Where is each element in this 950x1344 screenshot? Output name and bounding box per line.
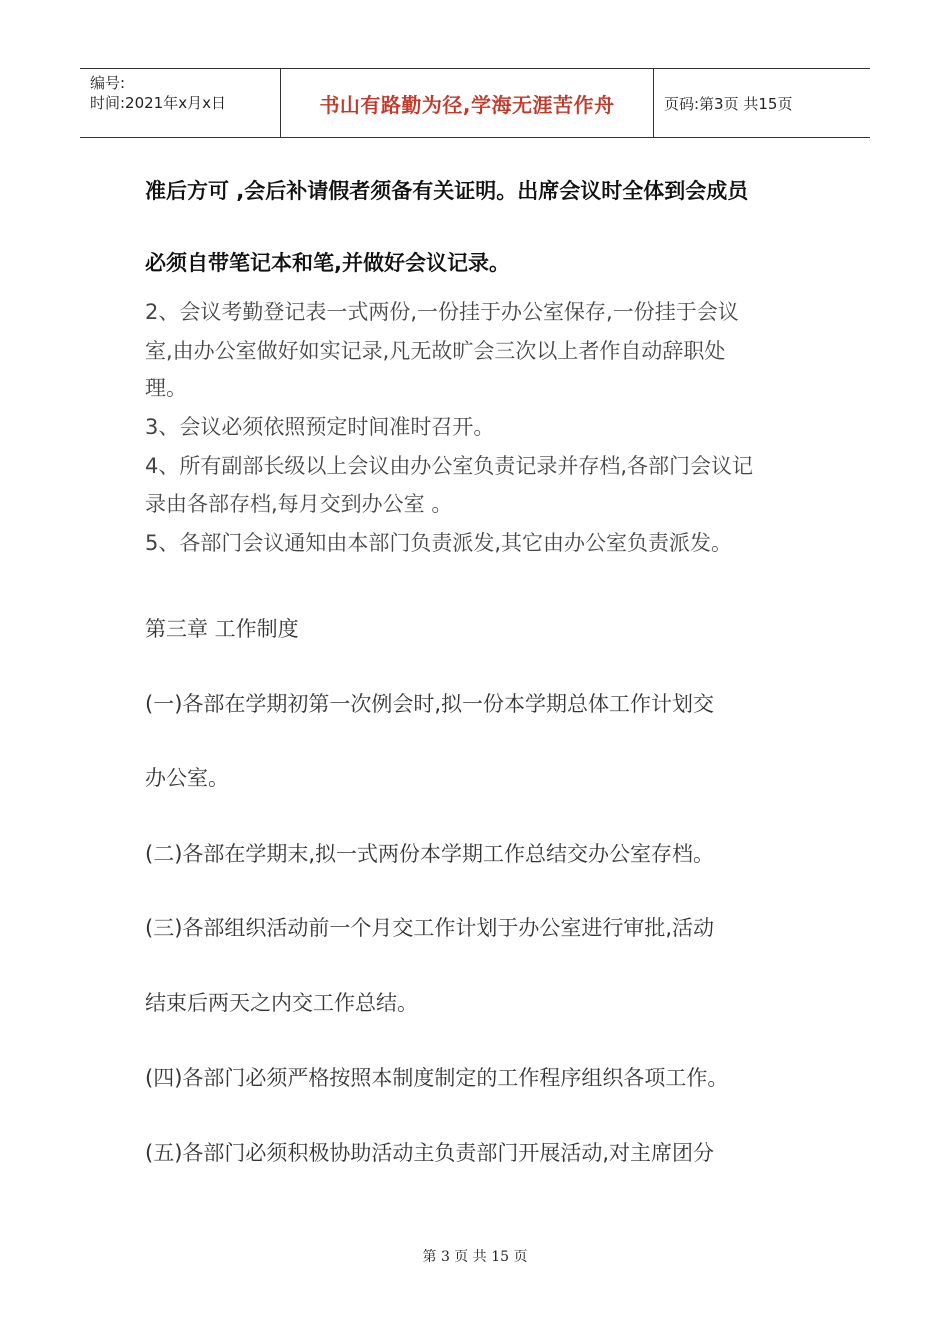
body-text-line: (五)各部门必须积极协助活动主负责部门开展活动,对主席团分 <box>145 1141 715 1165</box>
body-text-line: 2、会议考勤登记表一式两份,一份挂于办公室保存,一份挂于会议 <box>145 300 739 324</box>
header-motto-cell <box>281 69 654 137</box>
body-text-line: 办公室。 <box>145 766 229 790</box>
body-text-line: (三)各部组织活动前一个月交工作计划于办公室进行审批,活动 <box>145 916 715 940</box>
body-text-line: 5、各部门会议通知由本部门负责派发,其它由办公室负责派发。 <box>145 531 733 555</box>
body-text-line: 4、所有副部长级以上会议由办公室负责记录并存档,各部门会议记 <box>145 454 754 478</box>
body-text-line: 室,由办公室做好如实记录,凡无故旷会三次以上者作自动辞职处 <box>145 339 726 363</box>
page-footer: 第 3 页 共 15 页 <box>422 1249 528 1265</box>
body-text-line: 结束后两天之内交工作总结。 <box>145 991 418 1015</box>
body-text-line: 准后方可 ,会后补请假者须备有关证明。出席会议时全体到会成员 <box>145 179 749 203</box>
body-text-line: (二)各部在学期末,拟一式两份本学期工作总结交办公室存档。 <box>145 842 715 866</box>
body-text-line: (四)各部门必须严格按照本制度制定的工作程序组织各项工作。 <box>145 1066 729 1090</box>
body-text-line: 理。 <box>145 376 187 400</box>
document-date: 时间:2021年x月x日 <box>90 94 226 112</box>
header-motto: 书山有路勤为径,学海无涯苦作舟 <box>319 92 615 117</box>
header-page-info: 页码:第3页 共15页 <box>664 94 793 113</box>
header-meta <box>80 69 281 137</box>
body-text-line: (一)各部在学期初第一次例会时,拟一份本学期总体工作计划交 <box>145 692 715 716</box>
page-header <box>80 68 870 138</box>
body-text-line: 录由各部存档,每月交到办公室 。 <box>145 492 453 516</box>
document-number-label: 编号: <box>90 74 126 92</box>
body-text-line: 3、会议必须依照预定时间准时召开。 <box>145 415 495 439</box>
body-text-line: 必须自带笔记本和笔,并做好会议记录。 <box>145 251 510 275</box>
body-text-line: 第三章 工作制度 <box>145 617 299 641</box>
